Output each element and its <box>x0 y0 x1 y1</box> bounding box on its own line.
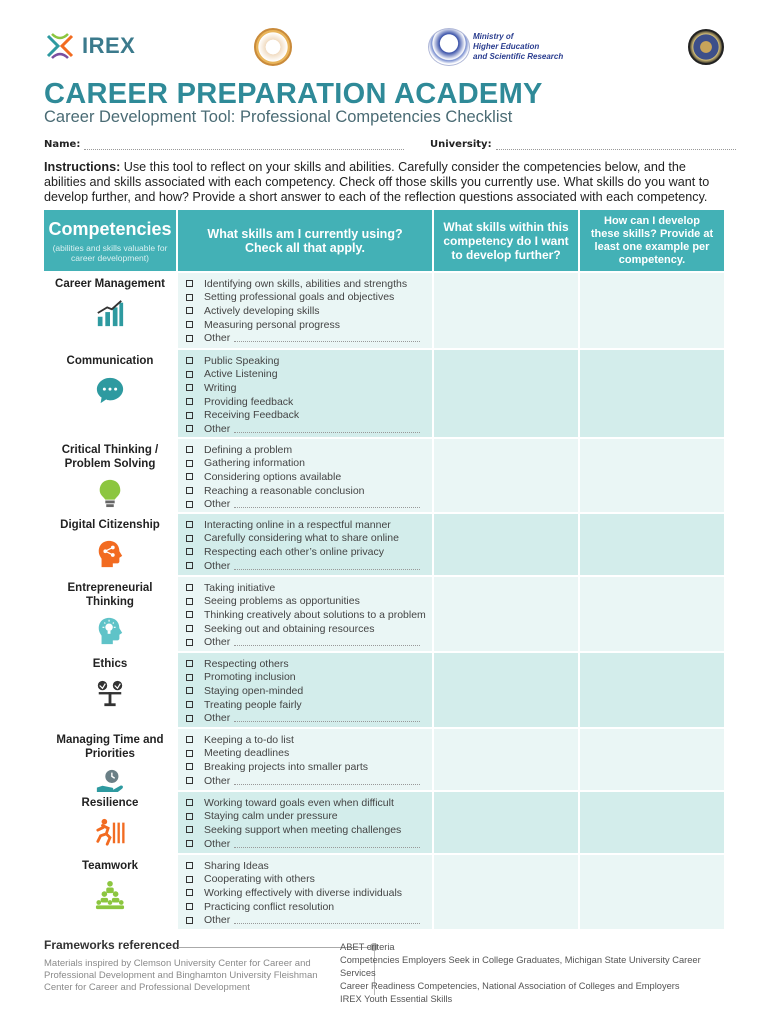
frameworks-list <box>340 941 728 1006</box>
skill-item[interactable] <box>186 796 432 810</box>
skills-checklist <box>178 273 432 348</box>
skill-item[interactable] <box>186 622 432 636</box>
competency-cell <box>44 273 176 348</box>
skill-item[interactable] <box>186 837 432 851</box>
other-input-line[interactable] <box>234 840 420 848</box>
skill-label: Reaching a reasonable conclusion <box>204 484 365 497</box>
skills-checklist <box>178 577 432 651</box>
checkbox[interactable] <box>186 501 193 508</box>
checkbox[interactable] <box>186 799 193 806</box>
skill-label: Taking initiative <box>204 581 276 594</box>
materials-credit: Materials inspired by Clemson University Center for Career and Professional Development and Binghamton University Fleishman Center for Career and Professional Development <box>44 958 318 993</box>
checkbox[interactable] <box>186 535 193 542</box>
checkbox[interactable] <box>186 521 193 528</box>
skill-item[interactable] <box>186 711 432 725</box>
skill-label: Working toward goals even when difficult <box>204 796 394 809</box>
skill-item[interactable] <box>186 277 432 291</box>
competency-cell <box>44 653 176 727</box>
skill-item[interactable] <box>186 733 432 747</box>
skill-label: Other <box>204 559 231 572</box>
checkbox[interactable] <box>186 294 193 301</box>
table-row <box>44 729 724 790</box>
skill-item[interactable] <box>186 443 432 457</box>
competencies-table <box>44 210 724 929</box>
checkbox[interactable] <box>186 862 193 869</box>
checkbox[interactable] <box>186 917 193 924</box>
scales-icon <box>94 677 126 709</box>
checkbox[interactable] <box>186 660 193 667</box>
skill-item[interactable] <box>186 532 432 546</box>
skill-item[interactable] <box>186 886 432 900</box>
skill-label: Thinking creatively about solutions to a problem <box>204 608 426 621</box>
checkbox[interactable] <box>186 736 193 743</box>
skill-item[interactable] <box>186 859 432 873</box>
university-input-line[interactable] <box>496 140 736 150</box>
how-answer-cell[interactable] <box>580 514 724 575</box>
skill-label: Other <box>204 498 231 511</box>
irex-logo-text: IREX <box>82 33 136 58</box>
checkbox[interactable] <box>186 889 193 896</box>
skill-label: Carefully considering what to share online <box>204 532 399 545</box>
skill-label: Staying open-minded <box>204 684 304 697</box>
competency-name: Critical Thinking / Problem Solving <box>61 444 159 470</box>
skill-item[interactable] <box>186 304 432 318</box>
skill-item[interactable] <box>186 657 432 671</box>
framework-item: Career Readiness Competencies, National Association of Colleges and Employers <box>340 981 680 991</box>
competency-name: Entrepreneurial Thinking <box>67 582 153 608</box>
checkbox[interactable] <box>186 425 193 432</box>
competency-cell <box>44 577 176 651</box>
skill-item[interactable] <box>186 747 432 761</box>
name-field[interactable] <box>44 139 404 150</box>
develop-answer-cell[interactable] <box>434 514 578 575</box>
skills-checklist <box>178 792 432 853</box>
university-seal-icon <box>254 28 292 66</box>
checkbox[interactable] <box>186 321 193 328</box>
checkbox[interactable] <box>186 548 193 555</box>
skill-item[interactable] <box>186 395 432 409</box>
skill-label: Practicing conflict resolution <box>204 900 335 913</box>
irex-logo <box>44 30 135 62</box>
skill-label: Public Speaking <box>204 354 280 367</box>
develop-answer-cell[interactable] <box>434 855 578 929</box>
checkbox[interactable] <box>186 715 193 722</box>
checkbox[interactable] <box>186 307 193 314</box>
university-field[interactable] <box>430 139 736 150</box>
skill-label: Other <box>204 422 231 435</box>
skills-checklist <box>178 350 432 437</box>
checkbox[interactable] <box>186 584 193 591</box>
skill-label: Sharing Ideas <box>204 859 269 872</box>
skill-label: Active Listening <box>204 368 278 381</box>
skill-label: Promoting inclusion <box>204 671 296 684</box>
header-how: How can I develop these skills? Provide at least one example per competency. <box>580 210 724 271</box>
lightbulb-icon <box>94 477 126 509</box>
skill-label: Other <box>204 914 231 927</box>
how-answer-cell[interactable] <box>580 792 724 853</box>
checkbox[interactable] <box>186 280 193 287</box>
checkbox[interactable] <box>186 750 193 757</box>
skill-label: Receiving Feedback <box>204 409 300 422</box>
competency-name: Teamwork <box>81 860 139 872</box>
skill-item[interactable] <box>186 684 432 698</box>
checkbox[interactable] <box>186 687 193 694</box>
bar-chart-icon <box>94 297 126 329</box>
skill-label: Interacting online in a respectful manner <box>204 518 391 531</box>
skill-item[interactable] <box>186 698 432 712</box>
skill-item[interactable] <box>186 422 432 436</box>
skill-item[interactable] <box>186 484 432 498</box>
checkbox[interactable] <box>186 840 193 847</box>
university-label: University: <box>430 139 492 150</box>
skill-item[interactable] <box>186 291 432 305</box>
skill-label: Other <box>204 774 231 787</box>
checkbox[interactable] <box>186 460 193 467</box>
checkbox[interactable] <box>186 487 193 494</box>
other-input-line[interactable] <box>234 334 420 342</box>
skill-item[interactable] <box>186 545 432 559</box>
team-icon <box>94 879 126 911</box>
checkbox[interactable] <box>186 813 193 820</box>
how-answer-cell[interactable] <box>580 439 724 512</box>
skill-label: Providing feedback <box>204 395 294 408</box>
skill-item[interactable] <box>186 595 432 609</box>
how-answer-cell[interactable] <box>580 855 724 929</box>
name-label: Name: <box>44 139 81 150</box>
checkbox[interactable] <box>186 876 193 883</box>
header-competencies-title: Competencies <box>48 219 172 239</box>
other-input-line[interactable] <box>234 714 420 722</box>
checkbox[interactable] <box>186 625 193 632</box>
skill-item[interactable] <box>186 318 432 332</box>
framework-item: Competencies Employers Seek in College Graduates, Michigan State University Career Services <box>340 955 701 978</box>
table-header <box>44 210 724 271</box>
table-row <box>44 855 724 929</box>
competency-name: Digital Citizenship <box>60 519 160 531</box>
competency-cell <box>44 439 176 512</box>
skills-checklist <box>178 729 432 790</box>
skill-label: Actively developing skills <box>204 304 320 317</box>
header-competencies-sub: (abilities and skills valuable for career development) <box>52 243 168 263</box>
checkbox[interactable] <box>186 357 193 364</box>
skills-checklist <box>178 514 432 575</box>
checkbox[interactable] <box>186 674 193 681</box>
table-row <box>44 792 724 853</box>
skill-label: Seeking out and obtaining resources <box>204 622 375 635</box>
skill-item[interactable] <box>186 760 432 774</box>
skill-label: Cooperating with others <box>204 873 315 886</box>
skills-checklist <box>178 439 432 512</box>
competency-cell <box>44 729 176 790</box>
irex-logo-icon <box>44 30 76 62</box>
table-row <box>44 577 724 651</box>
skills-checklist <box>178 653 432 727</box>
skill-item[interactable] <box>186 823 432 837</box>
competency-cell <box>44 855 176 929</box>
table-row <box>44 273 724 348</box>
skill-item[interactable] <box>186 408 432 422</box>
how-answer-cell[interactable] <box>580 273 724 348</box>
competency-cell <box>44 792 176 853</box>
skill-item[interactable] <box>186 913 432 927</box>
skill-label: Measuring personal progress <box>204 318 340 331</box>
skill-item[interactable] <box>186 671 432 685</box>
skill-label: Considering options available <box>204 470 342 483</box>
skill-label: Working effectively with diverse individuals <box>204 886 403 899</box>
framework-item: IREX Youth Essential Skills <box>340 994 453 1004</box>
skill-item[interactable] <box>186 381 432 395</box>
checkbox[interactable] <box>186 446 193 453</box>
skill-item[interactable] <box>186 470 432 484</box>
develop-answer-cell[interactable] <box>434 729 578 790</box>
header-develop: What skills within this competency do I want to develop further? <box>434 210 578 271</box>
other-input-line[interactable] <box>234 500 420 508</box>
skill-label: Other <box>204 712 231 725</box>
skill-item[interactable] <box>186 810 432 824</box>
skill-item[interactable] <box>186 635 432 649</box>
other-input-line[interactable] <box>234 638 420 646</box>
checkbox[interactable] <box>186 639 193 646</box>
skill-label: Setting professional goals and objectives <box>204 291 395 304</box>
instructions-label: Instructions: <box>44 160 121 174</box>
skills-checklist <box>178 855 432 929</box>
other-input-line[interactable] <box>234 425 420 433</box>
checkbox[interactable] <box>186 412 193 419</box>
checkbox[interactable] <box>186 777 193 784</box>
competency-name: Ethics <box>92 658 128 670</box>
table-row <box>44 350 724 437</box>
develop-answer-cell[interactable] <box>434 439 578 512</box>
page-subtitle: Career Development Tool: Professional Competencies Checklist <box>44 108 513 126</box>
checkbox[interactable] <box>186 826 193 833</box>
skill-item[interactable] <box>186 368 432 382</box>
skill-label: Breaking projects into smaller parts <box>204 760 368 773</box>
develop-answer-cell[interactable] <box>434 273 578 348</box>
checkbox[interactable] <box>186 701 193 708</box>
how-answer-cell[interactable] <box>580 350 724 437</box>
competency-name: Communication <box>66 355 154 367</box>
checkbox[interactable] <box>186 562 193 569</box>
skill-item[interactable] <box>186 900 432 914</box>
skill-item[interactable] <box>186 873 432 887</box>
skill-label: Identifying own skills, abilities and strengths <box>204 277 408 290</box>
ministry-logo-text: Ministry of Higher Education and Scientific Research <box>473 32 564 61</box>
ministry-logo-icon <box>428 28 470 66</box>
develop-answer-cell[interactable] <box>434 577 578 651</box>
checkbox[interactable] <box>186 335 193 342</box>
skill-item[interactable] <box>186 559 432 573</box>
skill-item[interactable] <box>186 497 432 511</box>
share-head-icon <box>94 538 126 570</box>
competency-cell <box>44 350 176 437</box>
skill-label: Writing <box>204 381 237 394</box>
ministry-logo <box>428 28 563 66</box>
how-answer-cell[interactable] <box>580 577 724 651</box>
skill-label: Treating people fairly <box>204 698 302 711</box>
skill-label: Meeting deadlines <box>204 747 290 760</box>
checkbox[interactable] <box>186 903 193 910</box>
skill-label: Seeing problems as opportunities <box>204 595 360 608</box>
us-embassy-seal-icon <box>688 29 724 65</box>
skill-item[interactable] <box>186 518 432 532</box>
checkbox[interactable] <box>186 371 193 378</box>
checkbox[interactable] <box>186 398 193 405</box>
competency-name: Resilience <box>81 797 139 809</box>
checkbox[interactable] <box>186 611 193 618</box>
idea-head-icon <box>94 615 126 647</box>
other-input-line[interactable] <box>234 777 420 785</box>
instructions-text: Use this tool to reflect on your skills and abilities. Carefully consider the competencies below, and the abilities and skills associated with each competency. Check off those skills you currently use. What skills do you want to develop further, and how? Provide a short answer to each of the reflection questions associated with each competency. <box>44 160 710 204</box>
skill-label: Other <box>204 636 231 649</box>
competency-name: Career Management <box>55 278 165 290</box>
skill-label: Other <box>204 837 231 850</box>
header-logos <box>44 26 728 70</box>
table-row <box>44 653 724 727</box>
header-using: What skills am I currently using? Check all that apply. <box>178 210 432 271</box>
table-row <box>44 514 724 575</box>
frameworks-title: Frameworks referenced <box>44 938 180 952</box>
skill-label: Gathering information <box>204 457 305 470</box>
develop-answer-cell[interactable] <box>434 350 578 437</box>
instructions <box>44 160 728 205</box>
skill-item[interactable] <box>186 457 432 471</box>
page-title: CAREER PREPARATION ACADEMY <box>44 78 543 110</box>
skill-label: Staying calm under pressure <box>204 810 338 823</box>
skill-label: Respecting each other’s online privacy <box>204 545 384 558</box>
develop-answer-cell[interactable] <box>434 792 578 853</box>
skill-item[interactable] <box>186 774 432 788</box>
checkbox[interactable] <box>186 473 193 480</box>
checkbox[interactable] <box>186 384 193 391</box>
checkbox[interactable] <box>186 763 193 770</box>
skill-label: Seeking support when meeting challenges <box>204 823 402 836</box>
skill-label: Defining a problem <box>204 443 293 456</box>
how-answer-cell[interactable] <box>580 653 724 727</box>
table-body <box>44 273 724 929</box>
skill-item[interactable] <box>186 354 432 368</box>
table-row <box>44 439 724 512</box>
skill-label: Respecting others <box>204 657 289 670</box>
competency-cell <box>44 514 176 575</box>
how-answer-cell[interactable] <box>580 729 724 790</box>
skill-label: Other <box>204 332 231 345</box>
header-competencies <box>44 210 176 271</box>
skill-item[interactable] <box>186 331 432 345</box>
name-input-line[interactable] <box>84 140 404 150</box>
runner-icon <box>94 816 126 848</box>
other-input-line[interactable] <box>234 916 420 924</box>
other-input-line[interactable] <box>234 562 420 570</box>
chat-bubble-icon <box>94 374 126 406</box>
skill-item[interactable] <box>186 581 432 595</box>
checkbox[interactable] <box>186 598 193 605</box>
skill-item[interactable] <box>186 608 432 622</box>
develop-answer-cell[interactable] <box>434 653 578 727</box>
competency-name: Managing Time and Priorities <box>56 734 164 760</box>
skill-label: Keeping a to-do list <box>204 733 294 746</box>
framework-item: ABET criteria <box>340 942 395 952</box>
